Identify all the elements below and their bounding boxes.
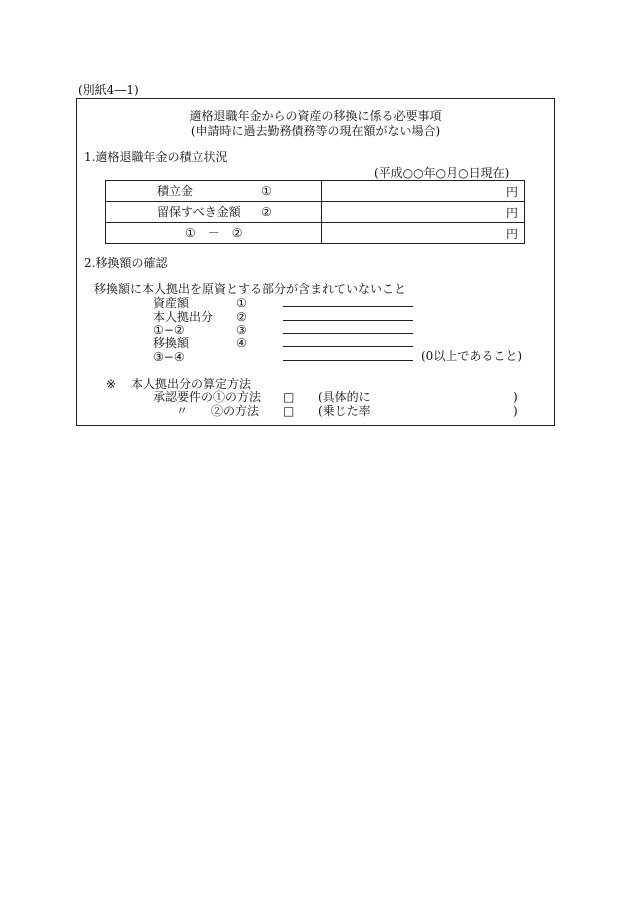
item-mark: ④ bbox=[236, 336, 247, 350]
item-mark: ① bbox=[236, 296, 247, 310]
item-label: 移換額 bbox=[153, 336, 190, 350]
item-blank-line bbox=[283, 306, 413, 307]
method-detail-text: (乗じた率 bbox=[318, 404, 371, 418]
row-label: ① － ② bbox=[185, 226, 243, 240]
attachment-label: (別紙4―1) bbox=[78, 83, 139, 97]
form-title: 適格退職年金からの資産の移換に係る必要事項 bbox=[189, 109, 442, 123]
item-label: ①−② bbox=[153, 323, 185, 337]
item-blank-line bbox=[283, 320, 413, 321]
section2-heading: 2.移換額の確認 bbox=[84, 256, 168, 270]
method-checkbox[interactable]: □ bbox=[283, 404, 295, 418]
item-label: 資産額 bbox=[153, 296, 190, 310]
row-label: 留保すべき金額 bbox=[157, 205, 241, 219]
row-amount-cell bbox=[322, 202, 525, 223]
section2-intro: 移換額に本人拠出を原資とする部分が含まれていないこと bbox=[94, 282, 407, 296]
row-label: 積立金 bbox=[157, 184, 194, 198]
item-mark: ③ bbox=[236, 323, 247, 337]
item-mark: ② bbox=[236, 310, 247, 324]
accumulation-table bbox=[105, 180, 525, 244]
method-close-paren: ) bbox=[513, 390, 518, 404]
row-amount-cell bbox=[322, 181, 525, 202]
row-unit: 円 bbox=[505, 184, 518, 199]
row-mark: ① bbox=[261, 184, 272, 198]
method-close-paren: ) bbox=[513, 404, 518, 418]
item-label: ③−④ bbox=[153, 350, 185, 364]
note-heading: 本人拠出分の算定方法 bbox=[131, 377, 252, 391]
table-row bbox=[106, 223, 525, 244]
row-unit: 円 bbox=[505, 205, 518, 220]
row-amount-cell bbox=[322, 223, 525, 244]
section1-heading: 1.適格退職年金の積立状況 bbox=[84, 150, 228, 164]
section1-date-note: (平成○○年○月○日現在) bbox=[374, 166, 510, 180]
item-label: 本人拠出分 bbox=[153, 310, 214, 324]
item-blank-line bbox=[283, 333, 413, 334]
method-checkbox[interactable]: □ bbox=[283, 390, 295, 404]
method-detail-text: (具体的に bbox=[318, 390, 371, 404]
method-label: ②の方法 bbox=[211, 404, 260, 418]
form-subtitle: (申請時に過去勤務債務等の現在額がない場合) bbox=[190, 124, 441, 138]
table-row bbox=[106, 202, 525, 223]
item-note: (0以上であること) bbox=[421, 349, 522, 363]
ditto-mark: 〃 bbox=[176, 404, 189, 418]
note-symbol: ※ bbox=[106, 377, 117, 391]
row-unit: 円 bbox=[505, 226, 518, 241]
method-label: 承認要件の①の方法 bbox=[153, 390, 262, 404]
item-blank-line bbox=[283, 360, 413, 361]
table-row bbox=[106, 181, 525, 202]
row-mark: ② bbox=[261, 205, 272, 219]
item-blank-line bbox=[283, 346, 413, 347]
